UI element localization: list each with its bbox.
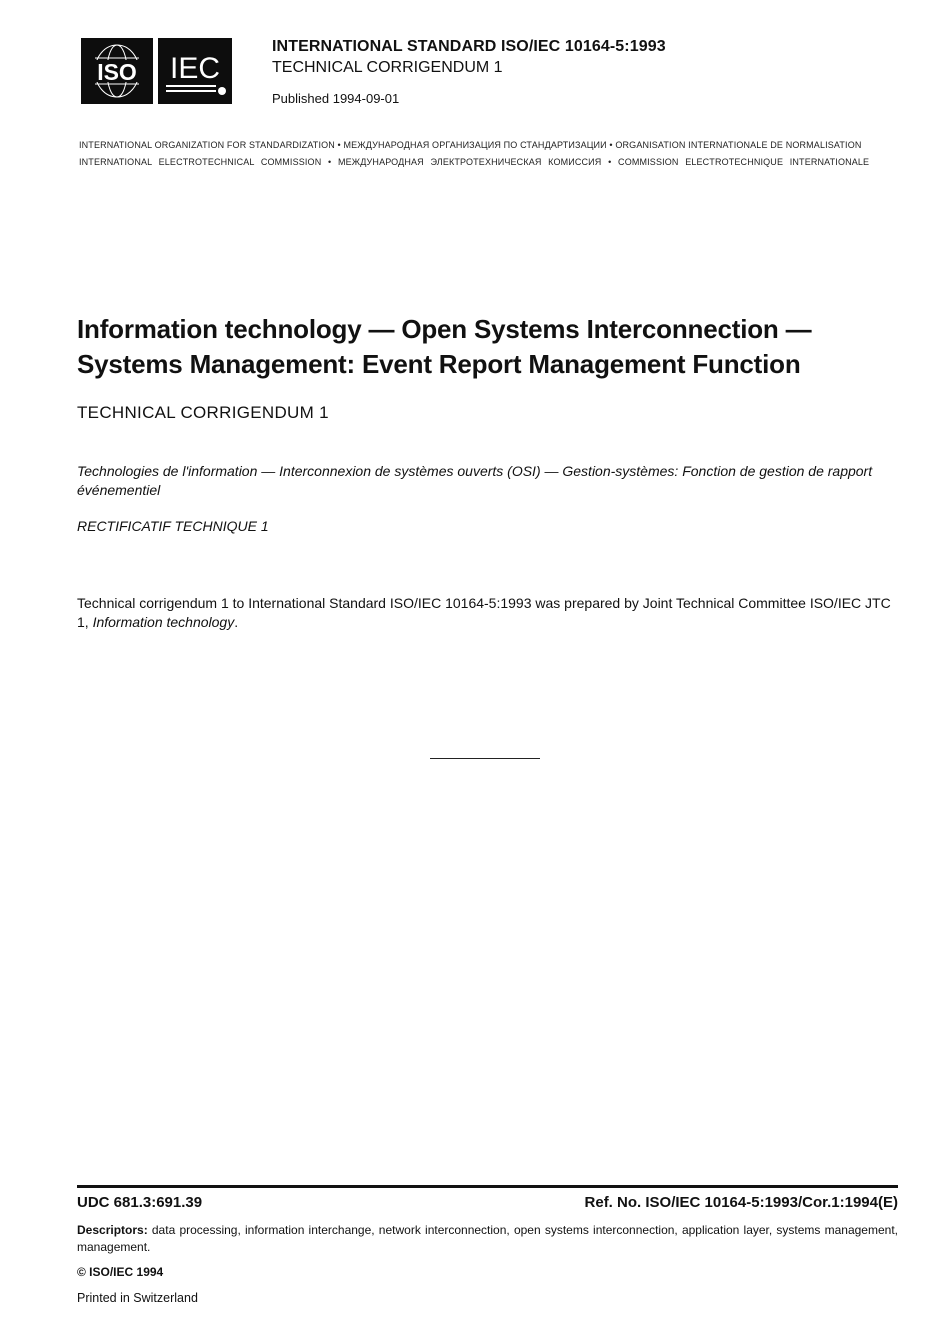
udc-number: UDC 681.3:691.39 <box>77 1194 203 1211</box>
organization-line-iso: INTERNATIONAL ORGANIZATION FOR STANDARDIZATION • МЕЖДУНАРОДНАЯ ОРГАНИЗАЦИЯ ПО СТАНДАРТИЗАЦИИ • ORGANISATION INTERNATIONALE DE NORMALISATION <box>79 140 862 150</box>
published-date: Published 1994-09-01 <box>272 91 400 106</box>
document-subtitle: TECHNICAL CORRIGENDUM 1 <box>77 403 329 422</box>
copyright: © ISO/IEC 1994 <box>77 1265 164 1279</box>
iec-logo <box>158 38 232 104</box>
iso-logo <box>81 38 153 104</box>
end-divider <box>430 758 540 759</box>
descriptors-label: Descriptors: <box>77 1223 148 1237</box>
descriptors-text: data processing, information interchange, network interconnection, open systems interconnection, application layer, systems management, management. <box>77 1223 898 1254</box>
printed-in: Printed in Switzerland <box>77 1291 198 1305</box>
descriptors <box>77 1222 898 1256</box>
french-subtitle: RECTIFICATIF TECHNIQUE 1 <box>77 518 269 534</box>
body-paragraph <box>77 594 897 632</box>
body-text: Technical corrigendum 1 to International Standard ISO/IEC 10164-5:1993 was prepared by Joint Technical Committee ISO/IEC JTC 1, <box>77 595 891 630</box>
iso-globe-icon <box>81 38 153 104</box>
iec-mark-icon <box>158 38 232 104</box>
standard-number: INTERNATIONAL STANDARD ISO/IEC 10164-5:1993 <box>272 38 666 55</box>
corrigendum-heading: TECHNICAL CORRIGENDUM 1 <box>272 59 503 76</box>
iso-logo-text: ISO <box>97 59 137 85</box>
french-title: Technologies de l'information — Interconnexion de systèmes ouverts (OSI) — Gestion-systèmes: Fonction de gestion de rapport événementiel <box>77 463 873 498</box>
title-line-1: Information technology — Open Systems Interconnection — <box>77 314 812 344</box>
footer-rule <box>77 1185 898 1188</box>
document-title <box>77 312 917 382</box>
body-end: . <box>234 614 239 630</box>
organization-line-iec: INTERNATIONAL ELECTROTECHNICAL COMMISSION • МЕЖДУНАРОДНАЯ ЭЛЕКТРОТЕХНИЧЕСКАЯ КОМИССИЯ • COMMISSION ELECTROTECHNIQUE INTERNATIONALE <box>79 157 870 167</box>
title-line-2: Systems Management: Event Report Management Function <box>77 349 801 379</box>
reference-number: Ref. No. ISO/IEC 10164-5:1993/Cor.1:1994(E) <box>584 1194 898 1211</box>
iec-logo-text: IEC <box>169 52 221 85</box>
committee-name: Information technology <box>92 614 235 630</box>
